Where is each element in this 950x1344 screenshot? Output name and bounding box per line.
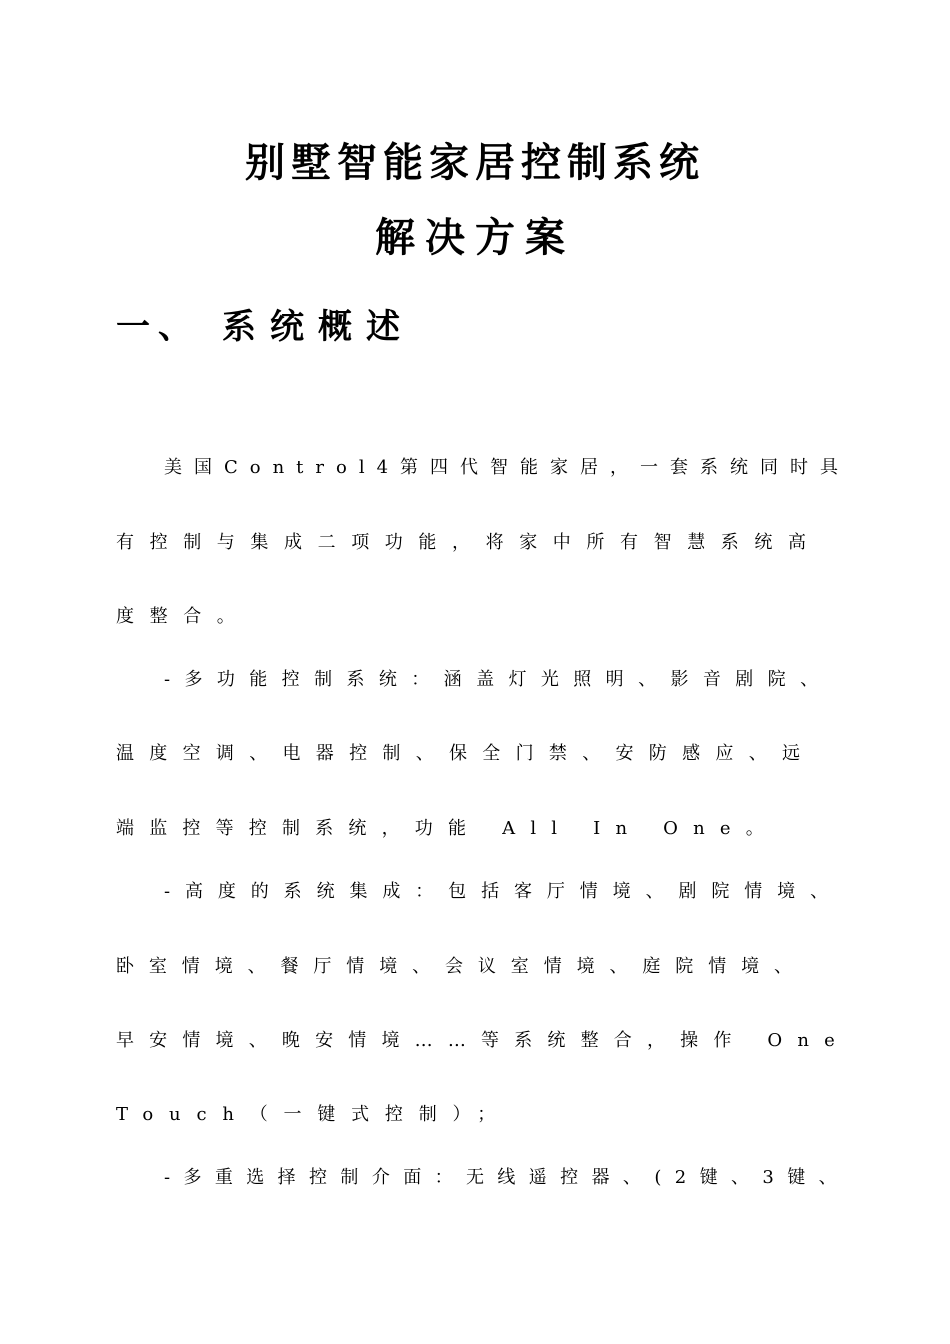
section-title: 系统概述 xyxy=(222,307,414,347)
body-line: 端监控等控制系统，功能 All In One。 xyxy=(116,818,779,839)
body-line: -多功能控制系统：涵盖灯光照明、影音剧院、 xyxy=(164,669,833,690)
document-subtitle: 解决方案 xyxy=(375,215,575,261)
body-line: Touch（一键式控制）； xyxy=(116,1104,512,1125)
section-heading xyxy=(116,305,414,349)
body-line: 有控制与集成二项功能，将家中所有智慧系统高 xyxy=(116,532,822,553)
body-line: 度整合。 xyxy=(116,606,251,627)
body-line: 美国Control4第四代智能家居，一套系统同时具 xyxy=(164,457,850,478)
body-line: 早安情境、晚安情境……等系统整合，操作 One xyxy=(116,1030,850,1051)
body-line: -高度的系统集成：包括客厅情境、剧院情境、 xyxy=(164,881,843,902)
document-title: 别墅智能家居控制系统 xyxy=(245,140,705,186)
body-line: 温度空调、电器控制、保全门禁、安防感应、远 xyxy=(116,743,816,764)
section-number: 一、 xyxy=(116,307,200,347)
body-line: -多重选择控制介面：无线遥控器、(2键、3键、 xyxy=(164,1167,850,1188)
body-line: 卧室情境、餐厅情境、会议室情境、庭院情境、 xyxy=(116,956,807,977)
